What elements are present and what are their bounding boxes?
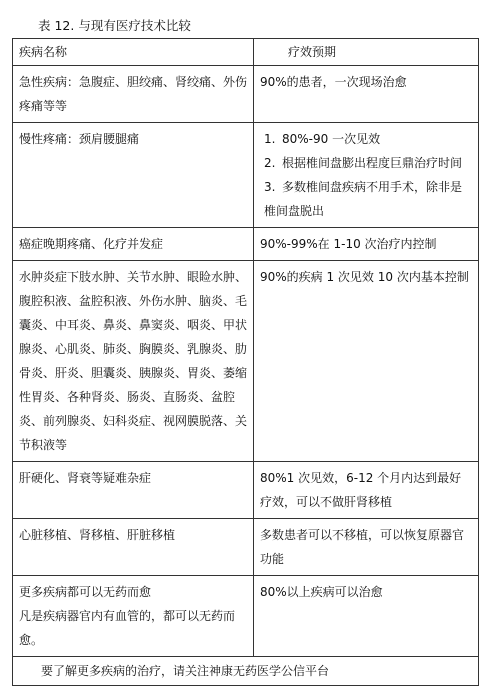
table-row	[13, 66, 479, 123]
footer-note: 要了解更多疾病的治疗，请关注神康无药医学公信平台	[13, 657, 479, 686]
table-row	[13, 576, 479, 657]
disease-line: 凡是疾病器官内有血管的，都可以无药而愈。	[19, 609, 236, 647]
disease-cell: 肝硬化、肾衰等疑难杂症	[13, 462, 254, 519]
table-row	[13, 123, 479, 228]
table-footer-row	[13, 657, 479, 686]
table-caption: 表 12. 与现有医疗技术比较	[38, 18, 191, 33]
table-row	[13, 519, 479, 576]
list-text: 80%-90 一次见效	[282, 132, 381, 146]
effect-list-item	[264, 127, 472, 151]
disease-cell: 急性疾病：急腹症、胆绞痛、肾绞痛、外伤疼痛等等	[13, 66, 254, 123]
disease-line: 更多疾病都可以无药而愈	[19, 585, 152, 599]
effect-cell: 90%的疾病 1 次见效 10 次内基本控制	[254, 261, 479, 462]
effect-cell: 90%的患者，一次现场治愈	[254, 66, 479, 123]
effect-cell: 多数患者可以不移植，可以恢复原器官功能	[254, 519, 479, 576]
effect-cell: 90%-99%在 1-10 次治疗内控制	[254, 228, 479, 261]
list-number: 2.	[264, 156, 276, 170]
disease-cell: 心脏移植、肾移植、肝脏移植	[13, 519, 254, 576]
table-row	[13, 228, 479, 261]
effect-list-item	[264, 175, 472, 223]
list-text: 根据椎间盘膨出程度巨鼎治疗时间	[282, 156, 463, 170]
table-row	[13, 261, 479, 462]
header-expected-effect: 疗效预期	[254, 39, 479, 66]
disease-cell: 慢性疼痛：颈肩腰腿痛	[13, 123, 254, 228]
effect-cell: 80%1 次见效，6-12 个月内达到最好疗效，可以不做肝肾移植	[254, 462, 479, 519]
comparison-table	[12, 38, 479, 686]
effect-list-cell	[254, 123, 479, 228]
effect-cell: 80%以上疾病可以治愈	[254, 576, 479, 657]
list-text: 多数椎间盘疾病不用手术，除非是椎间盘脱出	[264, 180, 463, 218]
table-header-row	[13, 39, 479, 66]
effect-list-item	[264, 151, 472, 175]
table-row	[13, 462, 479, 519]
header-disease-name: 疾病名称	[13, 39, 254, 66]
disease-cell: 癌症晚期疼痛、化疗并发症	[13, 228, 254, 261]
list-number: 3.	[264, 180, 276, 194]
disease-cell: 水肿炎症下肢水肿、关节水肿、眼睑水肿、腹腔积液、盆腔积液、外伤水肿、脑炎、毛囊炎、中耳炎、鼻炎、鼻窦炎、咽炎、甲状腺炎、心肌炎、肺炎、胸膜炎、乳腺炎、肋骨炎、肝炎、胆囊炎、胰腺炎、胃炎、萎缩性胃炎、各种肾炎、肠炎、直肠炎、盆腔炎、前列腺炎、妇科炎症、视网膜脱落、关节积液等	[13, 261, 254, 462]
disease-cell	[13, 576, 254, 657]
list-number: 1.	[264, 132, 276, 146]
